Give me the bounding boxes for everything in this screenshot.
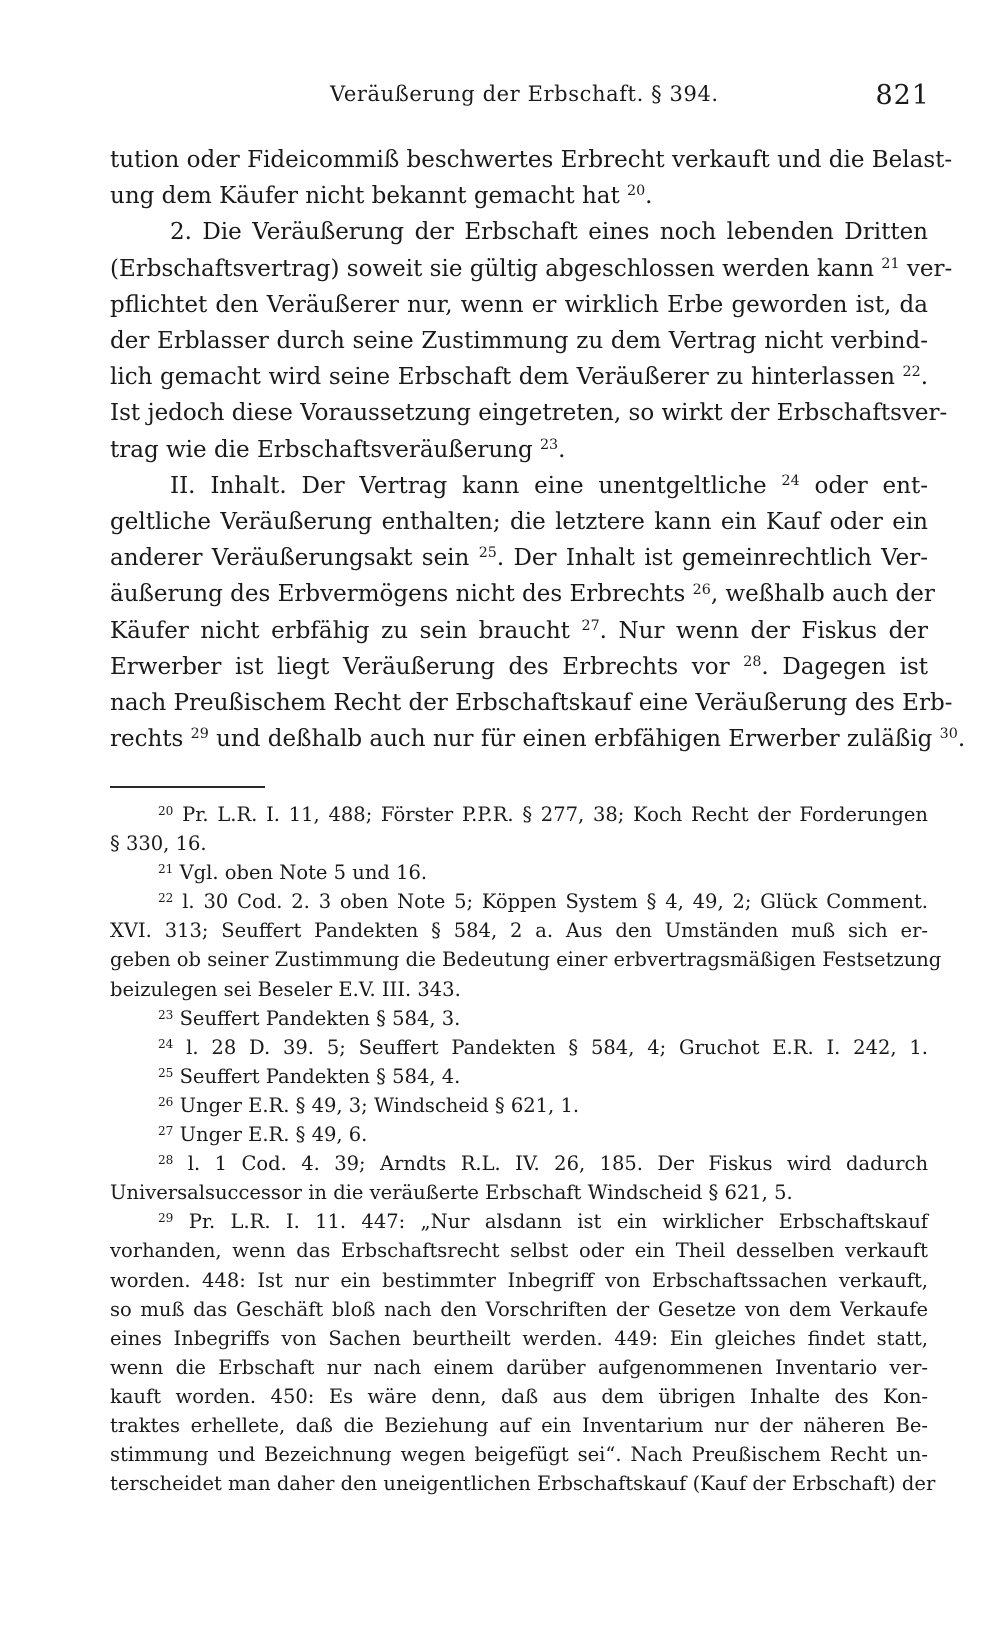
footnote-line: § 330, 16. — [110, 832, 207, 856]
footnotes — [110, 800, 942, 1498]
text-line: tution oder Fideicommiß beschwertes Erbrecht verkauft und die Belast- — [110, 147, 953, 173]
text-line: pflichtet den Veräußerer nur, wenn er wirklich Erbe geworden ist, da — [110, 291, 928, 318]
footnote-line: $^{28}$ l. 1 Cod. 4. 39; Arndts R.L. IV. 26, 185. Der Fiskus wird dadurch — [158, 1152, 928, 1176]
text-line: Erwerber ist liegt Veräußerung des Erbrechts vor $^{28}$. Dagegen ist — [110, 653, 928, 680]
footnote-line: XVI. 313; Seuffert Pandekten § 584, 2 a. Aus den Umständen muß sich er- — [110, 919, 928, 943]
text-line: nach Preußischem Recht der Erbschaftskauf eine Veräußerung des Erb- — [110, 690, 953, 717]
text-line: (Erbschaftsvertrag) soweit sie gültig abgeschlossen werden kann $^{21}$ ver- — [110, 255, 953, 282]
text-line: anderer Veräußerungsakt sein $^{25}$. Der Inhalt ist gemeinrechtlich Ver- — [110, 545, 929, 572]
footnote-line: $^{22}$ l. 30 Cod. 2. 3 oben Note 5; Köppen System § 4, 49, 2; Glück Comment. — [158, 890, 928, 914]
footnote-line: stimmung und Bezeichnung wegen beigefügt sei“. Nach Preußischem Recht un- — [110, 1443, 928, 1467]
text-line: trag wie die Erbschaftsveräußerung $^{23}$. — [110, 436, 566, 463]
footnote-line: $^{25}$ Seuffert Pandekten § 584, 4. — [158, 1064, 461, 1088]
footnote-line: beizulegen sei Beseler E.V. III. 343. — [110, 977, 461, 1001]
text-line: 2. Die Veräußerung der Erbschaft eines noch lebenden Dritten — [170, 219, 928, 246]
text-line: äußerung des Erbvermögens nicht des Erbrechts $^{26}$, weßhalb auch der — [110, 581, 935, 608]
footnote-line: $^{20}$ Pr. L.R. I. 11, 488; Förster P.P.R. § 277, 38; Koch Recht der Forderungen — [158, 803, 928, 826]
footnote-line: traktes erhellete, daß die Beziehung auf ein Inventarium nur der näheren Be- — [110, 1413, 928, 1437]
footnote-line: $^{27}$ Unger E.R. § 49, 6. — [158, 1123, 368, 1147]
footnote-line: so muß das Geschäft bloß nach den Vorschriften der Gesetze von dem Verkaufe — [110, 1297, 928, 1321]
text-line: der Erblasser durch seine Zustimmung zu dem Vertrag nicht verbind- — [110, 328, 928, 355]
main-text — [110, 142, 966, 757]
page-header — [0, 82, 1000, 122]
footnote-line: eines Inbegriffs von Sachen beurtheilt werden. 449: Ein gleiches findet statt, — [110, 1326, 928, 1350]
footnote-line: Universalsuccessor in die veräußerte Erbschaft Windscheid § 621, 5. — [110, 1181, 793, 1205]
text-line: rechts $^{29}$ und deßhalb auch nur für einen erbfähigen Erwerber zuläßig $^{30}$. — [110, 726, 966, 753]
footnote-line: geben ob seiner Zustimmung die Bedeutung einer erbvertragsmäßigen Festsetzung — [110, 948, 942, 972]
text-line: geltliche Veräußerung enthalten; die letztere kann ein Kauf oder ein — [110, 509, 928, 536]
footnote-line: $^{24}$ l. 28 D. 39. 5; Seuffert Pandekten § 584, 4; Gruchot E.R. I. 242, 1. — [158, 1035, 928, 1059]
footnote-line: $^{23}$ Seuffert Pandekten § 584, 3. — [158, 1006, 461, 1030]
footnote-line: kauft worden. 450: Es wäre denn, daß aus dem übrigen Inhalte des Kon- — [110, 1384, 928, 1408]
footnote-line: worden. 448: Ist nur ein bestimmter Inbegriff von Erbschaftssachen verkauft, — [110, 1268, 928, 1292]
page-number: 821 — [875, 80, 930, 111]
footnote-line: vorhanden, wenn das Erbschaftsrecht selbst oder ein Theil desselben verkauft — [110, 1239, 928, 1263]
footnote-line: $^{26}$ Unger E.R. § 49, 3; Windscheid § 621, 1. — [158, 1093, 580, 1117]
footnote-line: terscheidet man daher den uneigentlichen Erbschaftskauf (Kauf der Erbschaft) der — [110, 1472, 936, 1496]
footnote-line: wenn die Erbschaft nur nach einem darüber aufgenommenen Inventario ver- — [110, 1355, 928, 1379]
footnote-separator — [110, 786, 265, 788]
running-head: Veräußerung der Erbschaft. § 394. — [330, 82, 719, 106]
footnote-line: $^{21}$ Vgl. oben Note 5 und 16. — [158, 861, 428, 885]
text-line: Käufer nicht erbfähig zu sein braucht $^{27}$. Nur wenn der Fiskus der — [110, 617, 928, 644]
text-line: II. Inhalt. Der Vertrag kann eine unentgeltliche $^{24}$ oder ent- — [170, 472, 928, 499]
text-line: lich gemacht wird seine Erbschaft dem Veräußerer zu hinterlassen $^{22}$. — [110, 364, 928, 391]
text-line: ung dem Käufer nicht bekannt gemacht hat $^{20}$. — [110, 183, 653, 210]
footnote-line: $^{29}$ Pr. L.R. I. 11. 447: „Nur alsdann ist ein wirklicher Erbschaftskauf — [158, 1210, 928, 1234]
text-line: Ist jedoch diese Voraussetzung eingetreten, so wirkt der Erbschaftsver- — [110, 400, 948, 427]
